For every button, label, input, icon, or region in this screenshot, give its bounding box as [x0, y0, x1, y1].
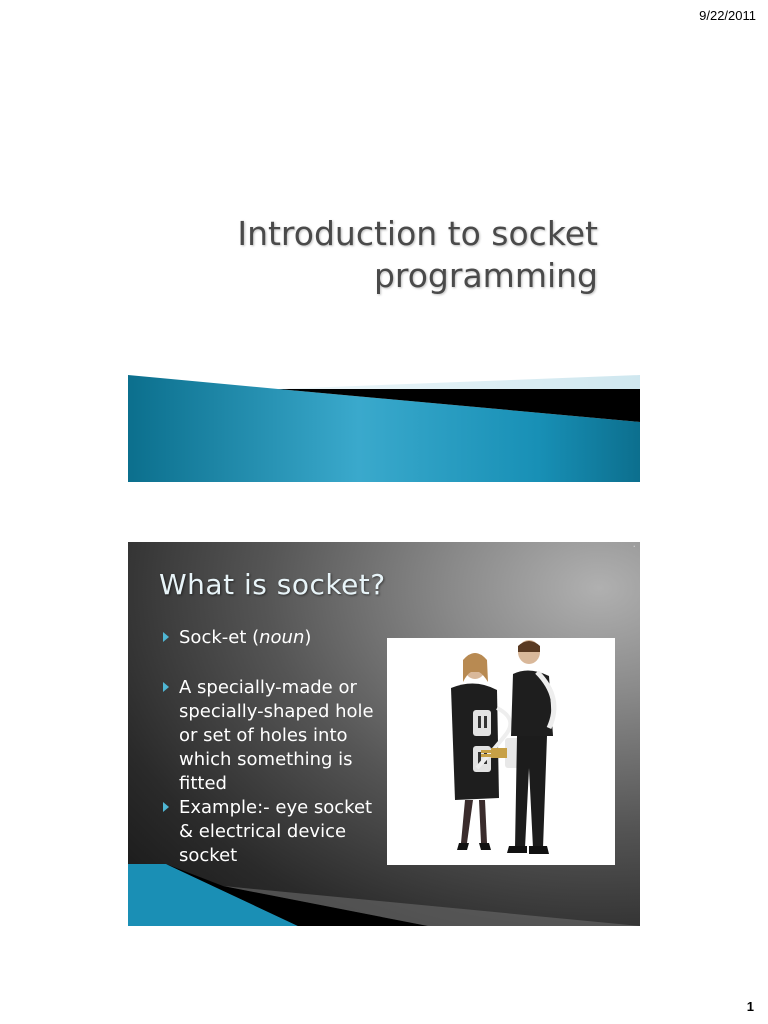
slide-corner-mark: · [632, 542, 636, 553]
slide-2 [128, 542, 640, 926]
slide-1 [128, 170, 640, 482]
slide-1-title-line-2: programming [373, 256, 598, 295]
page-number: 1 [746, 999, 754, 1014]
slide-1-title [237, 213, 598, 297]
slide-2-title: What is socket? [159, 568, 386, 601]
date-label: 9/22/2011 [699, 8, 756, 23]
bullet-1-prefix: Sock-et ( [179, 627, 260, 648]
socket-costume-photo [387, 638, 615, 865]
slide-1-title-line-1: Introduction to socket [237, 214, 598, 253]
slide-2-decorative-band [128, 864, 640, 926]
bullet-1-italic: noun [259, 627, 305, 648]
slide-1-decorative-band [128, 375, 640, 482]
bullet-3-text: Example:- eye socket & electrical device socket [179, 797, 373, 866]
bullet-arrow-icon [163, 632, 169, 642]
bullet-item [160, 626, 390, 650]
bullet-arrow-icon [163, 802, 169, 812]
bullet-2-text: A specially-made or specially-shaped hole or set of holes into which something is fitted [179, 677, 374, 794]
bullet-1-suffix: ) [304, 627, 312, 648]
bullet-item [160, 796, 390, 868]
bullet-item [160, 676, 390, 796]
bullet-list [160, 626, 390, 868]
bullet-arrow-icon [163, 682, 169, 692]
